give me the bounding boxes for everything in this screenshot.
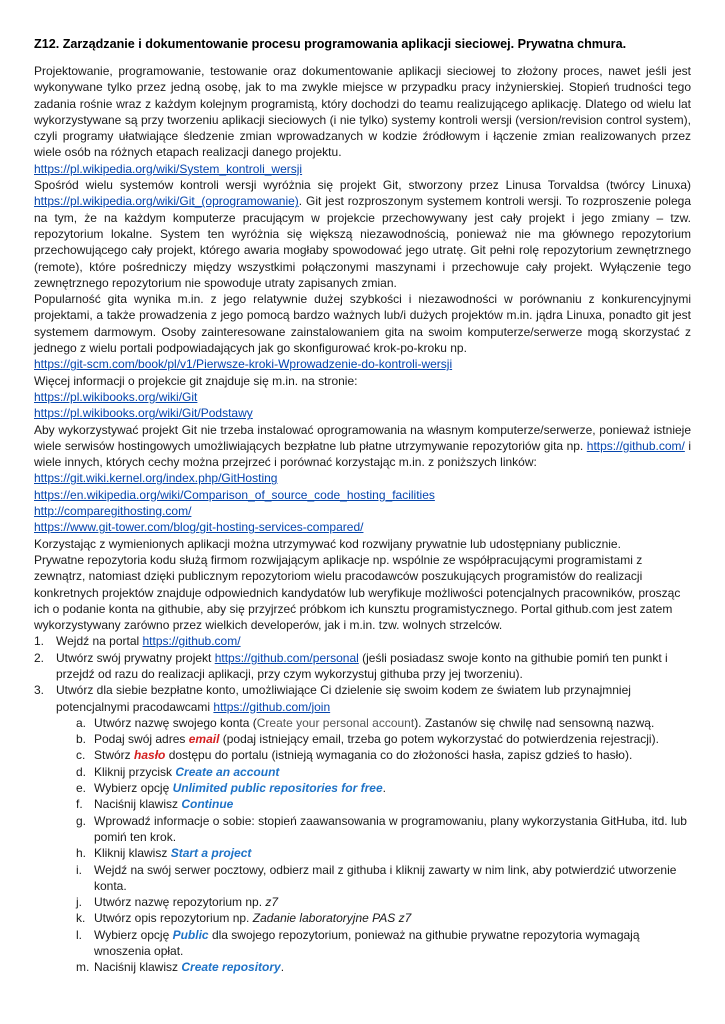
substep-m-em: Create repository: [181, 960, 281, 975]
substep-d: [76, 764, 691, 780]
substep-k-it: Zadanie laboratoryjne PAS z7: [252, 911, 412, 926]
usage-paragraph: Korzystając z wymienionych aplikacji można utrzymywać kod rozwijany prywatnie lub udostępniany publicznie.: [34, 536, 621, 551]
link-kernel-githosting[interactable]: https://git.wiki.kernel.org/index.php/GitHosting: [34, 471, 278, 486]
substep-e-marker: e.: [76, 781, 87, 796]
step-1-link[interactable]: https://github.com/: [142, 634, 241, 649]
private-repos-paragraph: Prywatne repozytoria kodu służą firmom rozwijającym aplikacje np. wspólnie ze współpracującymi programistami z zewnątrz, natomiast dzięki publicznym repozytoriom wielu pracodawców poszukujących programistów do realizacji konkretnych projektów znajduje odpowiednich kandydatów lub weryfikuje możliwości potencjalnych pracowników, prosząc ich o podanie konta na githubie, aby się przyjrzeć próbkom ich kunsztu programistycznego. Portal github.com jest zatem wykorzystywany zarówno przez wielkich developerów, jak i m.in. tzw. wolnych strzelców.: [34, 552, 681, 633]
document-title: Z12. Zarządzanie i dokumentowanie procesu programowania aplikacji sieciowej. Prywatna chmura.: [34, 37, 627, 51]
substep-j: [76, 894, 691, 910]
step-1-number: 1.: [34, 634, 45, 649]
link-comparegithosting[interactable]: http://comparegithosting.com/: [34, 504, 192, 519]
hosting-text-a: Aby wykorzystywać projekt Git nie trzeba instalować oprogramowania na własnym komputerze/serwerze, ponieważ istnieje wiele serwisów hostingowych umożliwiających bezpłatne lub płatne utrzymywanie repozytoriów gita np.: [34, 422, 691, 453]
more-info-paragraph: Więcej informacji o projekcie git znajduje się m.in. na stronie:: [34, 373, 358, 388]
intro-paragraph: Projektowanie, programowanie, testowanie oraz dokumentowanie aplikacji sieciowej to złożony proces, nawet jeśli jest wykonywane tylko przez jedną osobę, jak to ma zwykle miejsce w przypadku pracy inżynierskiej. Stopień trudności tego zadania rośnie wraz z każdym kolejnym programistą, który dochodzi do teamu realizującego aplikację. Dlatego od wielu lat wykorzystywane są przy tworzeniu aplikacji sieciowych (i nie tylko) systemy kontroli wersji (version/revision control system), czyli programy ułatwiające śledzenie zmian wprowadzanych w kodzie źródłowym i łączenie zmian realizowanych przez wiele osób na różnych etapach realizacji danego projektu.: [34, 64, 691, 160]
substep-e: [76, 780, 691, 796]
git-paragraph-text-a: Spośród wielu systemów kontroli wersji wyróżnia się projekt Git, stworzony przez Linusa Torvaldsa (twórcy Linuxa): [34, 178, 691, 193]
link-github[interactable]: https://github.com/: [586, 438, 685, 453]
step-2-text: Utwórz swój prywatny projekt: [56, 650, 215, 665]
substep-d-pre: Kliknij przycisk: [94, 764, 176, 779]
step-3-number: 3.: [34, 683, 45, 698]
substep-j-marker: j.: [76, 895, 82, 910]
link-wiki-git[interactable]: https://pl.wikipedia.org/wiki/Git_(oprogramowanie): [34, 194, 299, 209]
substep-a-pre: Utwórz nazwę swojego konta (: [94, 715, 257, 730]
substep-k: [76, 910, 691, 926]
step-3-link[interactable]: https://github.com/join: [213, 699, 331, 714]
substep-f-pre: Naciśnij klawisz: [94, 797, 182, 812]
substep-i-pre: Wejdź na swój serwer pocztowy, odbierz mail z githuba i kliknij zawarty w nim link, aby potwierdzić utworzenie konta.: [94, 862, 677, 893]
substep-m: [76, 959, 691, 975]
step-2-link[interactable]: https://github.com/personal: [214, 650, 359, 665]
link-wikibooks-git[interactable]: https://pl.wikibooks.org/wiki/Git: [34, 389, 198, 404]
substep-f-marker: f.: [76, 797, 83, 812]
substep-f-em: Continue: [181, 797, 234, 812]
hosting-text-b: i wiele innych, których cechy można przejrzeć i porównać korzystając m.in. z poniższych linków:: [34, 438, 692, 470]
step-2-number: 2.: [34, 650, 45, 665]
substep-j-it: z7: [265, 895, 279, 910]
substep-m-post: .: [280, 960, 285, 975]
step-1-text: Wejdź na portal: [56, 634, 143, 649]
step-2: [34, 650, 691, 683]
popularity-paragraph: Popularność gita wynika m.in. z jego relatywnie dużej szybkości i niezawodności w porównaniu z konkurencyjnymi projektami, a także prowadzenia z jego pomocą bardzo ważnych lub/i dużych projektów m.in. jądra Linuxa, ponadto git jest systemem darmowym. Osoby zainteresowane zainstalowaniem gita na swoim komputerze/serwerze mogą skorzystać z jednego z wielu portali podpowiadających jak go skonfigurować krok-po-kroku np.: [34, 292, 691, 356]
substep-j-pre: Utwórz nazwę repozytorium np.: [94, 895, 266, 910]
substep-b-marker: b.: [76, 732, 87, 747]
substep-b-pre: Podaj swój adres: [94, 732, 189, 747]
step-1: [34, 633, 691, 649]
substep-h-marker: h.: [76, 846, 87, 861]
substep-m-marker: m.: [76, 960, 90, 975]
git-paragraph-text-b: . Git jest rozproszonym systemem kontroli wersji. To rozproszenie polega na tym, że na każdym komputerze pracującym w projekcie przechowywany jest cały projekt i jego zmiany – tzw. repozytorium lokalne. System ten wyróżnia się większą niezawodnością, ponieważ nie ma głównego repozytorium przechowującego cały projekt, którego awaria mogłaby spowodować jego utratę. Git pełni rolę repozytorium zewnętrznego (remote), które pośredniczy między wszystkimi połączonymi maszynami i przechowuje cały projekt. Wyłączenie tego zewnętrznego repozytorium nie spowoduje utraty zapisanych zmian.: [34, 194, 691, 290]
substep-l-em: Public: [172, 927, 209, 942]
substep-h-em: Start a project: [170, 846, 252, 861]
link-wiki-vcs[interactable]: https://pl.wikipedia.org/wiki/System_kontroli_wersji: [34, 161, 303, 176]
substep-a: [76, 715, 691, 731]
git-paragraph: [34, 177, 691, 291]
substep-c-marker: c.: [76, 748, 86, 763]
link-git-tower[interactable]: https://www.git-tower.com/blog/git-hosting-services-compared/: [34, 520, 364, 535]
substep-e-post: .: [382, 781, 386, 796]
substep-b-em: email: [188, 732, 220, 747]
substep-g: [76, 813, 691, 846]
substep-c: [76, 747, 691, 763]
substep-l-post: dla swojego repozytorium, ponieważ na githubie prywatne repozytoria wymagają wnoszenia opłat.: [94, 927, 640, 959]
substep-a-marker: a.: [76, 715, 87, 730]
substep-d-marker: d.: [76, 764, 87, 779]
substep-i: [76, 862, 691, 895]
substep-f: [76, 796, 691, 812]
link-wikibooks-podstawy[interactable]: https://pl.wikibooks.org/wiki/Git/Podstawy: [34, 406, 253, 421]
substep-d-em: Create an account: [175, 764, 280, 779]
substeps-list: [56, 715, 691, 976]
substep-l: [76, 927, 691, 960]
substep-e-em: Unlimited public repositories for free: [172, 781, 383, 796]
step-2-after: (jeśli posiadasz swoje konto na githubie pomiń ten punkt i przejdź od razu do realizacji aplikacji, przy czym wykorzystuj githuba przy jej tworzeniu).: [56, 650, 668, 681]
steps-list: [34, 633, 691, 975]
substep-m-pre: Naciśnij klawisz: [94, 960, 182, 975]
substep-i-marker: i.: [76, 862, 82, 877]
substep-k-pre: Utwórz opis repozytorium np.: [94, 911, 253, 926]
step-3-text: Utwórz dla siebie bezpłatne konto, umożliwiające Ci dzielenie się swoim kodem ze światem lub przynajmniej potencjalnymi pracodawcami: [56, 683, 631, 714]
substep-a-gray: Create your personal account: [256, 715, 415, 730]
substep-g-marker: g.: [76, 813, 87, 828]
substep-g-pre: Wprowadź informacje o sobie: stopień zaawansowania w programowaniu, plany wykorzystania GitHuba, itd. lub pomiń ten krok.: [94, 813, 687, 844]
substep-l-pre: Wybierz opcję: [94, 927, 173, 942]
substep-c-post: dostępu do portalu (istnieją wymagania co do złożoności hasła, zapisz gdzieś to hasło).: [165, 748, 633, 763]
substep-e-pre: Wybierz opcję: [94, 781, 173, 796]
substep-h-pre: Kliknij klawisz: [94, 846, 171, 861]
substep-b-post: (podaj istniejący email, trzeba go potem wykorzystać do potwierdzenia rejestracji).: [219, 732, 659, 747]
substep-c-em: hasło: [134, 748, 166, 763]
hosting-paragraph: [34, 422, 691, 471]
link-en-wiki-comparison[interactable]: https://en.wikipedia.org/wiki/Comparison_of_source_code_hosting_facilities: [34, 487, 435, 502]
substep-a-post: ). Zastanów się chwilę nad sensowną nazwą.: [414, 715, 655, 730]
substep-b: [76, 731, 691, 747]
substep-h: [76, 845, 691, 861]
link-git-scm[interactable]: https://git-scm.com/book/pl/v1/Pierwsze-kroki-Wprowadzenie-do-kontroli-wersji: [34, 357, 453, 372]
substep-k-marker: k.: [76, 911, 86, 926]
step-3: [34, 682, 691, 975]
substep-c-pre: Stwórz: [94, 748, 135, 763]
substep-l-marker: l.: [76, 927, 82, 942]
